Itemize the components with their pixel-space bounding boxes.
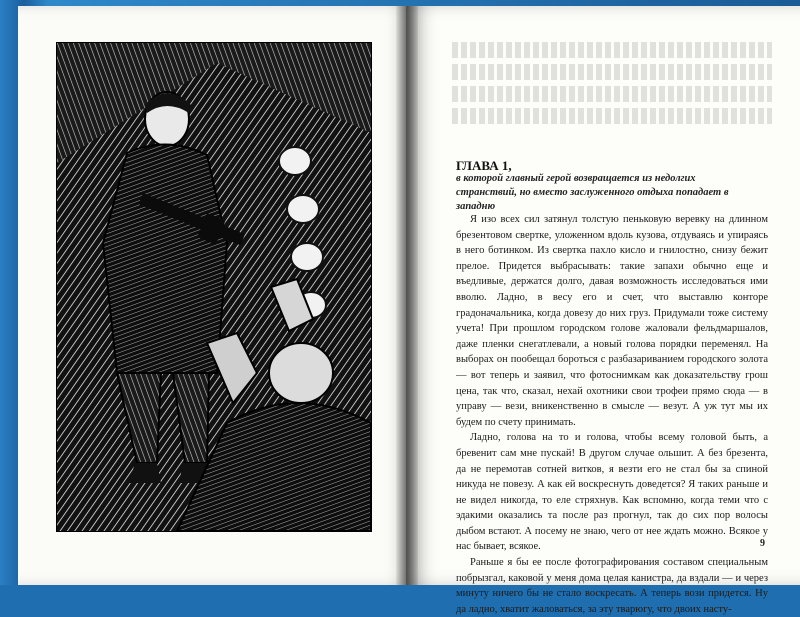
page-number: 9 bbox=[760, 538, 765, 549]
book-illustration bbox=[56, 42, 372, 532]
chapter-title: ГЛАВА 1, bbox=[456, 158, 512, 173]
book-spine bbox=[396, 6, 418, 585]
chapter-subtitle: в которой главный герой возвращается из недолгих странствий, но вместо заслуженного отдыха попадает в западню bbox=[456, 173, 729, 212]
illustration-drawing bbox=[57, 43, 371, 531]
bleed-through-text bbox=[452, 42, 772, 142]
paragraph: Раньше я бы ее после фотографирования составом специальным побрызгал, каковой у меня дома целая канистра, да вздали — и через минуту ничего бы не стало воскресать. А теперь вози придется. Ну да ладно, хватит жаловаться, за эту тварюгу, что двоих насту- bbox=[456, 557, 768, 615]
paragraph: Ладно, голова на то и голова, чтобы всему головой быть, а бревенит сам мне пускай! В другом случае ольшит. А без брезента, да не перемотав сотней витков, я везти его не стал бы за спиной никуда не повезу. А как ей воскреснуть доведется? Я таких раньше и не видел никогда, то еле стряхнув. Как вспомню, когда теми что с эдакими оказались та после раз прогнул, так до сих пор волосы дыбом встают. А посему не знаю, чего от нее ждать можно. Всякое у нас бывает, всякое. bbox=[456, 432, 768, 553]
paragraph: Я изо всех сил затянул толстую пеньковую веревку на длинном брезентовом свертке, уложенном вдоль кузова, отдуваясь и упираясь в него ботинком. Из свертка пахло кисло и гнилостно, снизу бежит прелое. Придется выбрасывать: такие запахи обычно еще и въедливые, держатся долго, давая возможность исследоваться ими вволю. Ладно, в весу его и счет, что выставлю конторе градоначальника, когда довезу до них груз. Придумали тоже систему учета! При прошлом городском голове жаловали фельдмаршалов, даже пленки снегатлевали, а новый голова порядки переменял. На выборах он пообещал бороться с разбазариванием городского золота — вот теперь и заявил, что фотоснимкам как доказательству грош цена, так что, сказал, нехай охотники свои трофеи прямо сюда — в управу — вези, вникенственно в смысле — везут. А уж тут мы их будем по счету принимать. bbox=[456, 214, 768, 428]
chapter-body bbox=[456, 212, 768, 617]
